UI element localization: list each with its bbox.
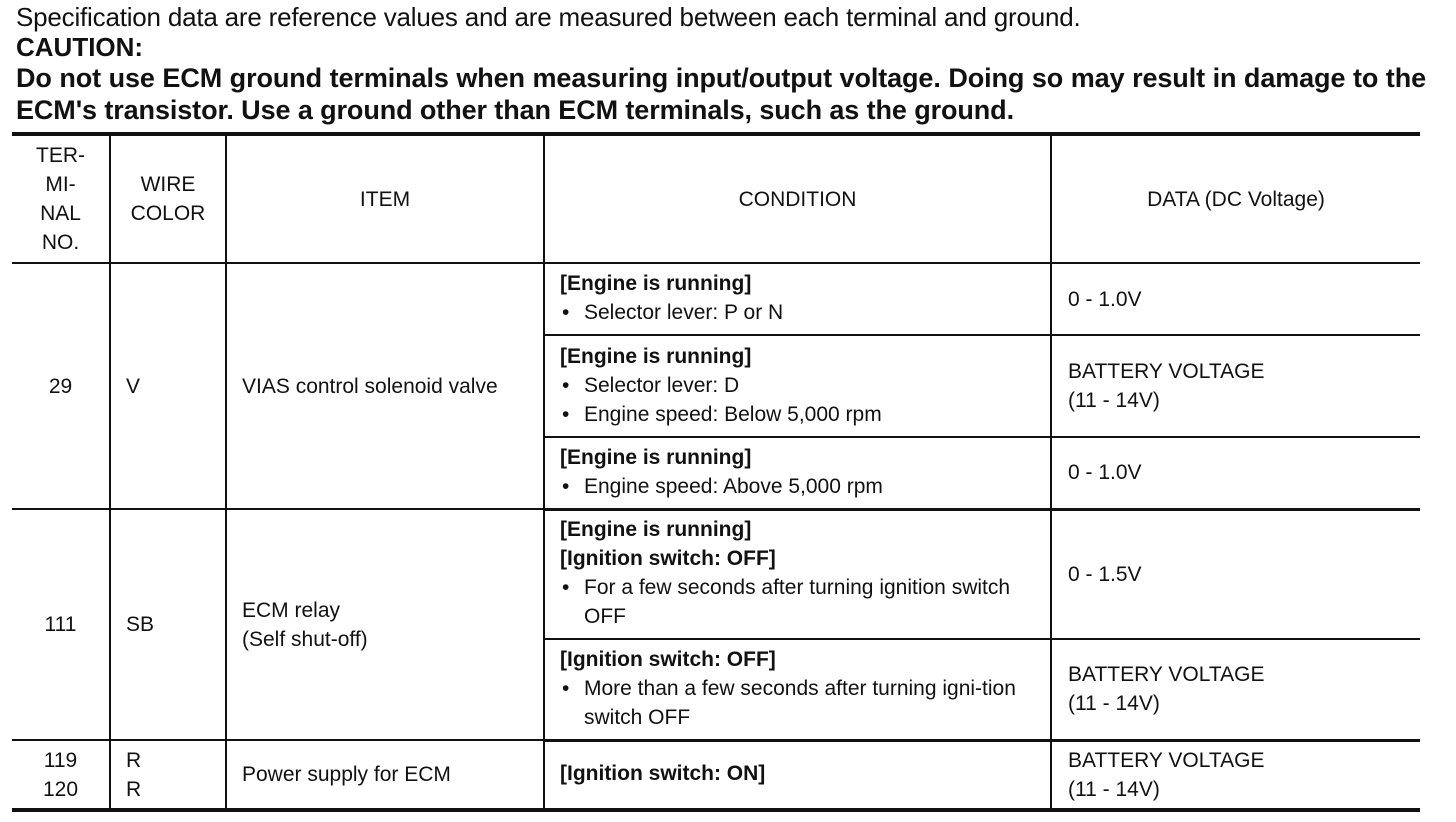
condition-cell xyxy=(544,335,1051,437)
condition-state: [Engine is running] xyxy=(560,518,752,542)
terminal-number: 29 xyxy=(12,263,110,509)
intro-section xyxy=(16,2,1426,126)
data-value: 0 - 1.5V xyxy=(1051,509,1420,639)
condition-bullet: • Engine speed: Below 5,000 rpm xyxy=(560,400,1035,429)
condition-cell xyxy=(544,437,1051,509)
item-name: Power supply for ECM xyxy=(226,740,544,810)
condition-cell xyxy=(544,263,1051,335)
condition-bullet: • Selector lever: P or N xyxy=(560,298,1035,327)
caution-text: Do not use ECM ground terminals when measuring input/output voltage. Doing so may result in damage to the ECM's transistor. Use a ground other than ECM terminals, such as the ground. xyxy=(16,63,1426,125)
data-value: 0 - 1.0V xyxy=(1051,263,1420,335)
condition-bullets xyxy=(560,472,1035,501)
item-name: VIAS control solenoid valve xyxy=(226,263,544,509)
condition-cell xyxy=(544,740,1051,810)
condition-cell xyxy=(544,639,1051,740)
table-row xyxy=(12,740,1420,810)
header-wire-color: WIRE COLOR xyxy=(110,134,226,263)
condition-bullets xyxy=(560,371,1035,429)
header-data: DATA (DC Voltage) xyxy=(1051,134,1420,263)
header-terminal-no: TER- MI- NAL NO. xyxy=(12,134,110,263)
wire-color: SB xyxy=(110,509,226,740)
condition-bullets xyxy=(560,573,1035,631)
condition-bullet: • More than a few seconds after turning igni-tion switch OFF xyxy=(560,674,1035,732)
condition-state: [Ignition switch: OFF] xyxy=(560,547,776,571)
terminal-spec-table xyxy=(12,132,1420,812)
condition-bullet: • For a few seconds after turning ignition switch OFF xyxy=(560,573,1035,631)
condition-state: [Ignition switch: OFF] xyxy=(560,647,776,671)
condition-state: [Engine is running] xyxy=(560,272,752,295)
condition-bullet: • Selector lever: D xyxy=(560,371,1035,400)
table-row xyxy=(12,263,1420,335)
table-row xyxy=(12,509,1420,639)
condition-bullet: • Engine speed: Above 5,000 rpm xyxy=(560,472,1035,501)
terminal-number: 119 120 xyxy=(12,740,110,810)
header-condition: CONDITION xyxy=(544,134,1051,263)
caution-heading: CAUTION: xyxy=(16,32,144,62)
condition-bullets xyxy=(560,298,1035,327)
data-value: BATTERY VOLTAGE (11 - 14V) xyxy=(1051,740,1420,810)
condition-cell xyxy=(544,509,1051,639)
table-header-row xyxy=(12,134,1420,263)
data-value: BATTERY VOLTAGE (11 - 14V) xyxy=(1051,639,1420,740)
condition-state: [Engine is running] xyxy=(560,445,752,469)
data-value: BATTERY VOLTAGE (11 - 14V) xyxy=(1051,335,1420,437)
terminal-number: 111 xyxy=(12,509,110,740)
data-value: 0 - 1.0V xyxy=(1051,437,1420,509)
item-name: ECM relay (Self shut-off) xyxy=(226,509,544,740)
wire-color: V xyxy=(110,263,226,509)
specification-note: Specification data are reference values and are measured between each terminal and ground. xyxy=(16,2,1081,32)
header-item: ITEM xyxy=(226,134,544,263)
condition-state: [Engine is running] xyxy=(560,344,752,368)
wire-color: R R xyxy=(110,740,226,810)
condition-bullets xyxy=(560,674,1035,732)
condition-state: [Ignition switch: ON] xyxy=(560,762,766,786)
